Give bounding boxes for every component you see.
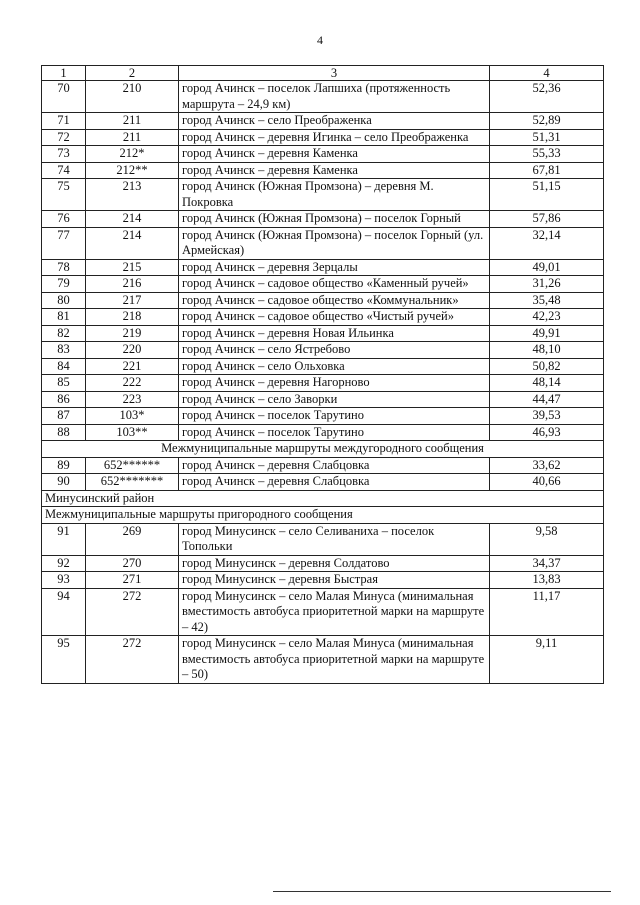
distance-cell: 34,37 [490, 555, 604, 572]
distance-cell: 40,66 [490, 474, 604, 491]
route-number-cell: 103* [86, 408, 179, 425]
row-number-cell: 92 [42, 555, 86, 572]
routes-table [41, 65, 604, 684]
table-header-row [42, 66, 604, 81]
route-description-cell: город Ачинск – село Ольховка [179, 358, 490, 375]
table-row [42, 636, 604, 684]
row-number-cell: 81 [42, 309, 86, 326]
route-description-cell: город Ачинск – поселок Тарутино [179, 424, 490, 441]
row-number-cell: 94 [42, 588, 86, 636]
row-number-cell: 75 [42, 179, 86, 211]
section-row [42, 441, 604, 458]
column-header-4: 4 [490, 66, 604, 81]
distance-cell: 32,14 [490, 227, 604, 259]
distance-cell: 33,62 [490, 457, 604, 474]
row-number-cell: 87 [42, 408, 86, 425]
column-header-3: 3 [179, 66, 490, 81]
route-number-cell: 213 [86, 179, 179, 211]
route-description-cell: город Минусинск – село Малая Минуса (минимальная вместимость автобуса приоритетной марки на маршруте – 42) [179, 588, 490, 636]
route-number-cell: 272 [86, 636, 179, 684]
row-number-cell: 93 [42, 572, 86, 589]
route-number-cell: 216 [86, 276, 179, 293]
table-row [42, 227, 604, 259]
distance-cell: 39,53 [490, 408, 604, 425]
section-title: Межмуниципальные маршруты междугородного сообщения [42, 441, 604, 458]
table-row [42, 292, 604, 309]
route-description-cell: город Ачинск – деревня Игинка – село Преображенка [179, 129, 490, 146]
table-row [42, 588, 604, 636]
route-number-cell: 219 [86, 325, 179, 342]
distance-cell: 49,91 [490, 325, 604, 342]
route-number-cell: 218 [86, 309, 179, 326]
route-description-cell: город Ачинск – село Преображенка [179, 113, 490, 130]
route-number-cell: 221 [86, 358, 179, 375]
route-description-cell: город Ачинск (Южная Промзона) – поселок Горный (ул. Армейская) [179, 227, 490, 259]
table-row [42, 325, 604, 342]
row-number-cell: 78 [42, 259, 86, 276]
route-description-cell: город Ачинск – деревня Слабцовка [179, 457, 490, 474]
row-number-cell: 95 [42, 636, 86, 684]
route-number-cell: 223 [86, 391, 179, 408]
row-number-cell: 90 [42, 474, 86, 491]
distance-cell: 52,89 [490, 113, 604, 130]
distance-cell: 46,93 [490, 424, 604, 441]
row-number-cell: 88 [42, 424, 86, 441]
route-description-cell: город Минусинск – деревня Солдатово [179, 555, 490, 572]
route-description-cell: город Ачинск – село Заворки [179, 391, 490, 408]
route-number-cell: 652******* [86, 474, 179, 491]
distance-cell: 49,01 [490, 259, 604, 276]
row-number-cell: 89 [42, 457, 86, 474]
route-description-cell: город Ачинск – село Ястребово [179, 342, 490, 359]
route-number-cell: 211 [86, 129, 179, 146]
route-description-cell: город Ачинск – поселок Тарутино [179, 408, 490, 425]
section-row [42, 507, 604, 524]
table-row [42, 342, 604, 359]
row-number-cell: 82 [42, 325, 86, 342]
route-description-cell: город Ачинск – деревня Каменка [179, 146, 490, 163]
section-title: Межмуниципальные маршруты пригородного сообщения [42, 507, 604, 524]
distance-cell: 9,58 [490, 523, 604, 555]
row-number-cell: 70 [42, 81, 86, 113]
distance-cell: 13,83 [490, 572, 604, 589]
route-description-cell: город Ачинск – садовое общество «Коммунальник» [179, 292, 490, 309]
route-number-cell: 271 [86, 572, 179, 589]
row-number-cell: 83 [42, 342, 86, 359]
distance-cell: 50,82 [490, 358, 604, 375]
distance-cell: 44,47 [490, 391, 604, 408]
table-row [42, 457, 604, 474]
route-number-cell: 270 [86, 555, 179, 572]
distance-cell: 51,31 [490, 129, 604, 146]
route-description-cell: город Ачинск – деревня Каменка [179, 162, 490, 179]
route-description-cell: город Ачинск – поселок Лапшиха (протяженность маршрута – 24,9 км) [179, 81, 490, 113]
row-number-cell: 80 [42, 292, 86, 309]
row-number-cell: 72 [42, 129, 86, 146]
table-row [42, 162, 604, 179]
route-description-cell: город Ачинск – деревня Нагорново [179, 375, 490, 392]
route-number-cell: 269 [86, 523, 179, 555]
distance-cell: 42,23 [490, 309, 604, 326]
table-row [42, 113, 604, 130]
row-number-cell: 73 [42, 146, 86, 163]
column-header-2: 2 [86, 66, 179, 81]
route-description-cell: город Ачинск – садовое общество «Чистый ручей» [179, 309, 490, 326]
route-number-cell: 272 [86, 588, 179, 636]
distance-cell: 48,14 [490, 375, 604, 392]
distance-cell: 31,26 [490, 276, 604, 293]
table-row [42, 523, 604, 555]
table-row [42, 211, 604, 228]
table-row [42, 555, 604, 572]
table-row [42, 179, 604, 211]
distance-cell: 35,48 [490, 292, 604, 309]
table-row [42, 129, 604, 146]
row-number-cell: 85 [42, 375, 86, 392]
row-number-cell: 86 [42, 391, 86, 408]
table-row [42, 424, 604, 441]
distance-cell: 48,10 [490, 342, 604, 359]
table-row [42, 375, 604, 392]
table-row [42, 391, 604, 408]
row-number-cell: 71 [42, 113, 86, 130]
distance-cell: 51,15 [490, 179, 604, 211]
route-description-cell: город Ачинск – деревня Зерцалы [179, 259, 490, 276]
distance-cell: 11,17 [490, 588, 604, 636]
table-row [42, 572, 604, 589]
row-number-cell: 74 [42, 162, 86, 179]
row-number-cell: 84 [42, 358, 86, 375]
route-number-cell: 103** [86, 424, 179, 441]
route-number-cell: 212* [86, 146, 179, 163]
route-number-cell: 215 [86, 259, 179, 276]
section-title: Минусинский район [42, 490, 604, 507]
distance-cell: 57,86 [490, 211, 604, 228]
route-number-cell: 222 [86, 375, 179, 392]
route-number-cell: 210 [86, 81, 179, 113]
distance-cell: 9,11 [490, 636, 604, 684]
route-description-cell: город Ачинск (Южная Промзона) – поселок Горный [179, 211, 490, 228]
distance-cell: 55,33 [490, 146, 604, 163]
bottom-rule [273, 891, 611, 892]
route-description-cell: город Ачинск – садовое общество «Каменный ручей» [179, 276, 490, 293]
row-number-cell: 91 [42, 523, 86, 555]
route-number-cell: 214 [86, 211, 179, 228]
row-number-cell: 79 [42, 276, 86, 293]
route-number-cell: 211 [86, 113, 179, 130]
route-number-cell: 217 [86, 292, 179, 309]
route-description-cell: город Минусинск – село Малая Минуса (минимальная вместимость автобуса приоритетной марки на маршруте – 50) [179, 636, 490, 684]
row-number-cell: 77 [42, 227, 86, 259]
table-row [42, 146, 604, 163]
column-header-1: 1 [42, 66, 86, 81]
route-number-cell: 214 [86, 227, 179, 259]
routes-table-body [42, 66, 604, 684]
section-row [42, 490, 604, 507]
route-description-cell: город Ачинск – деревня Слабцовка [179, 474, 490, 491]
route-description-cell: город Ачинск (Южная Промзона) – деревня М. Покровка [179, 179, 490, 211]
page-number: 4 [317, 33, 323, 47]
route-description-cell: город Минусинск – село Селиваниха – поселок Топольки [179, 523, 490, 555]
route-description-cell: город Минусинск – деревня Быстрая [179, 572, 490, 589]
table-row [42, 408, 604, 425]
route-description-cell: город Ачинск – деревня Новая Ильинка [179, 325, 490, 342]
route-number-cell: 652****** [86, 457, 179, 474]
table-row [42, 276, 604, 293]
table-row [42, 474, 604, 491]
row-number-cell: 76 [42, 211, 86, 228]
table-row [42, 309, 604, 326]
route-number-cell: 220 [86, 342, 179, 359]
table-row [42, 81, 604, 113]
table-row [42, 358, 604, 375]
route-number-cell: 212** [86, 162, 179, 179]
table-row [42, 259, 604, 276]
distance-cell: 67,81 [490, 162, 604, 179]
distance-cell: 52,36 [490, 81, 604, 113]
